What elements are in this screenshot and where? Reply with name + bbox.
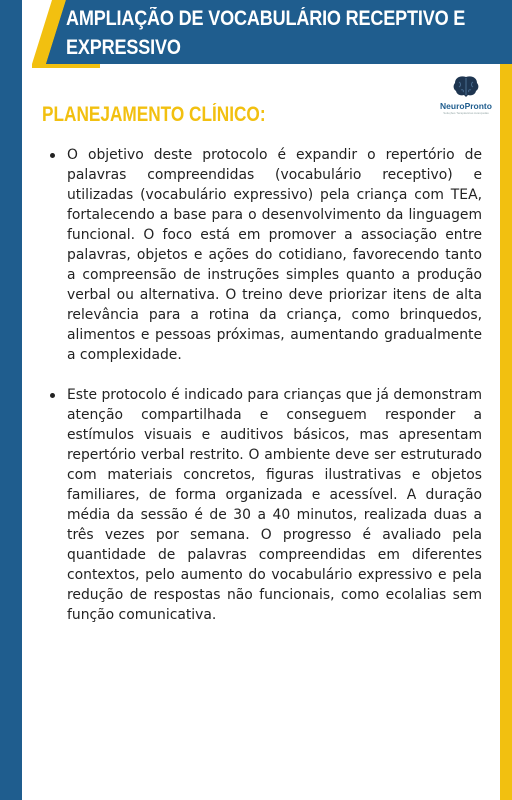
bullet-dot-icon <box>50 153 55 158</box>
header-banner <box>0 0 512 68</box>
bullet-text: Este protocolo é indicado para crianças que já demonstram atenção compartilhada e conseguem responder a estímulos visuais e auditivos básicos, mas apresentam repertório verbal restrito. O ambiente deve ser estruturado com materiais concretos, figuras ilustrativas e objetos familiares, de forma organizada e acessível. A duração média da sessão é de 30 a 40 minutos, realizada duas a três vezes por semana. O progresso é avaliado pela quantidade de palavras compreendidas em diferentes contextos, pelo aumento do vocabulário expressivo e pela redução de respostas não funcionais, como ecolalias sem função comunicativa. <box>67 387 482 623</box>
bullet-item <box>48 145 482 365</box>
page-title-line-2: EXPRESSIVO <box>66 36 181 59</box>
brain-icon <box>451 74 481 100</box>
neuropronto-logo <box>434 74 498 122</box>
bullet-list <box>48 145 482 625</box>
left-accent-bar <box>0 0 22 800</box>
page-title-line-1: AMPLIAÇÃO DE VOCABULÁRIO RECEPTIVO E <box>66 7 466 30</box>
bullet-text: O objetivo deste protocolo é expandir o repertório de palavras compreendidas (vocabulário receptivo) e utilizadas (vocabulário expressivo) pela criança com TEA, fortalecendo a base para o desenvolvimento da linguagem funcional. O foco está em promover a associação entre palavras, objetos e ações do cotidiano, favorecendo tanto a compreensão de instruções simples quanto a produção verbal ou alternativa. O treino deve priorizar itens de alta relevância para a rotina da criança, como brinquedos, alimentos e pessoas próximas, aumentando gradualmente a complexidade. <box>67 147 482 363</box>
content-area <box>48 145 482 645</box>
page-title <box>66 4 466 62</box>
right-accent-bar <box>500 60 512 800</box>
logo-name: NeuroPronto <box>440 101 492 111</box>
bullet-dot-icon <box>50 393 55 398</box>
logo-tagline: Soluções Terapêuticas Avançadas <box>443 111 489 115</box>
section-title: PLANEJAMENTO CLÍNICO: <box>42 103 266 126</box>
bullet-item <box>48 385 482 625</box>
